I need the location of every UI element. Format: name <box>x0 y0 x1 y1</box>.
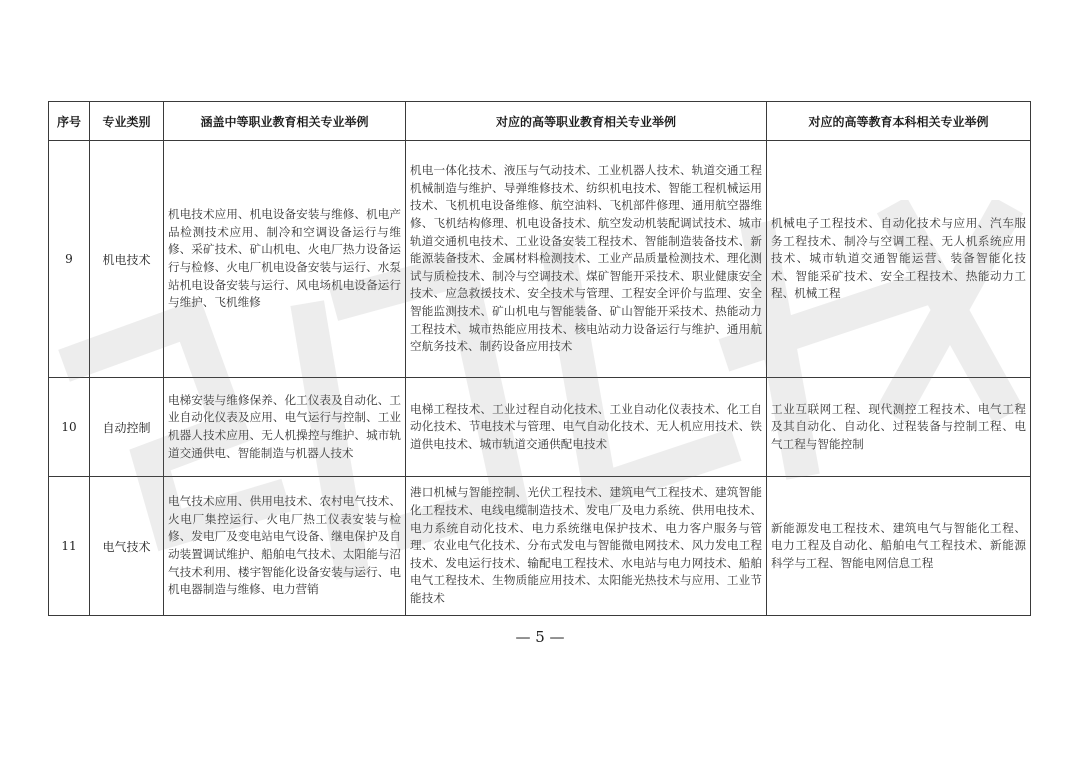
header-secondary: 涵盖中等职业教育相关专业举例 <box>164 102 406 141</box>
row-category: 自动控制 <box>90 378 164 477</box>
table-header-row <box>49 102 1031 141</box>
header-higher-vocational: 对应的高等职业教育相关专业举例 <box>406 102 767 141</box>
row-higher-vocational-majors: 机电一体化技术、液压与气动技术、工业机器人技术、轨道交通工程机械制造与维护、导弹维修技术、纺织机电技术、智能工程机械运用技术、飞机机电设备维修、航空油料、飞机部件修理、通用航空器维修、飞机结构修理、机电设备技术、航空发动机装配调试技术、城市轨道交通机电技术、工业设备安装工程技术、智能制造装备技术、新能源装备技术、金属材料检测技术、工业产品质量检测技术、理化测试与质检技术、制冷与空调技术、煤矿智能开采技术、职业健康安全技术、应急救援技术、安全技术与管理、工程安全评价与监理、安全智能监测技术、矿山机电与智能装备、矿山智能开采技术、热能动力工程技术、城市热能应用技术、核电站动力设备运行与维护、通用航空航务技术、制药设备应用技术 <box>406 141 767 378</box>
header-category: 专业类别 <box>90 102 164 141</box>
row-number: 9 <box>49 141 90 378</box>
row-higher-vocational-majors: 港口机械与智能控制、光伏工程技术、建筑电气工程技术、建筑智能化工程技术、电线电缆制造技术、发电厂及电力系统、供用电技术、电力系统自动化技术、电力系统继电保护技术、电力客户服务与管理、农业电气化技术、分布式发电与智能微电网技术、风力发电工程技术、发电运行技术、输配电工程技术、水电站与电力网技术、船舶电气工程技术、生物质能应用技术、太阳能光热技术与应用、工业节能技术 <box>406 477 767 616</box>
row-category: 电气技术 <box>90 477 164 616</box>
row-undergraduate-majors: 新能源发电工程技术、建筑电气与智能化工程、电力工程及自动化、船舶电气工程技术、新能源科学与工程、智能电网信息工程 <box>767 477 1031 616</box>
table-row <box>49 141 1031 378</box>
header-serial: 序号 <box>49 102 90 141</box>
row-undergraduate-majors: 机械电子工程技术、自动化技术与应用、汽车服务工程技术、制冷与空调工程、无人机系统应用技术、城市轨道交通智能运营、装备智能化技术、智能采矿技术、安全工程技术、热能动力工程、机械工程 <box>767 141 1031 378</box>
row-higher-vocational-majors: 电梯工程技术、工业过程自动化技术、工业自动化仪表技术、化工自动化技术、节电技术与管理、电气自动化技术、无人机应用技术、铁道供电技术、城市轨道交通供配电技术 <box>406 378 767 477</box>
row-secondary-majors: 电气技术应用、供用电技术、农村电气技术、火电厂集控运行、火电厂热工仪表安装与检修、发电厂及变电站电气设备、继电保护及自动装置调试维护、船舶电气技术、太阳能与沼气技术利用、楼宇智能化设备安装与运行、电机电器制造与维修、电力营销 <box>164 477 406 616</box>
table-row <box>49 477 1031 616</box>
header-undergraduate: 对应的高等教育本科相关专业举例 <box>767 102 1031 141</box>
row-secondary-majors: 机电技术应用、机电设备安装与维修、机电产品检测技术应用、制冷和空调设备运行与维修、采矿技术、矿山机电、火电厂热力设备运行与检修、火电厂机电设备安装与运行、水泵站机电设备安装与运行、风电场机电设备运行与维护、飞机维修 <box>164 141 406 378</box>
row-number: 10 <box>49 378 90 477</box>
row-secondary-majors: 电梯安装与维修保养、化工仪表及自动化、工业自动化仪表及应用、电气运行与控制、工业机器人技术应用、无人机操控与维护、城市轨道交通供电、智能制造与机器人技术 <box>164 378 406 477</box>
table-row <box>49 378 1031 477</box>
page-number: — 5 — <box>515 628 565 646</box>
row-number: 11 <box>49 477 90 616</box>
row-undergraduate-majors: 工业互联网工程、现代测控工程技术、电气工程及其自动化、自动化、过程装备与控制工程、电气工程与智能控制 <box>767 378 1031 477</box>
row-category: 机电技术 <box>90 141 164 378</box>
major-table <box>48 101 1031 616</box>
